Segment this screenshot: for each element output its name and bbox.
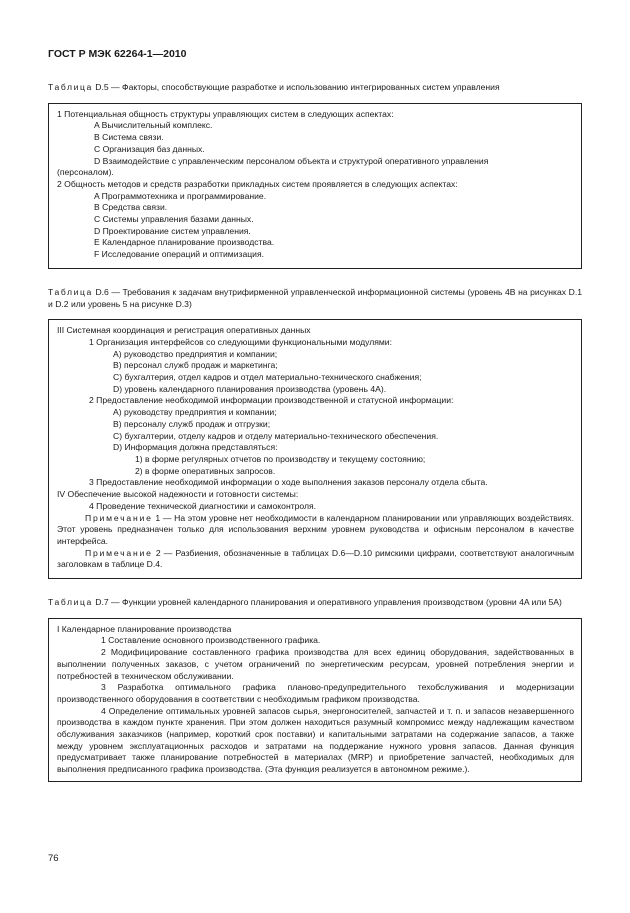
note-text: 1 — На этом уровне нет необходимости в календарном планировании или управляющих воздействиях. Этот уровень предназначен только для использования верхним уровнем руководства и офисным персоналом в качестве интерфейса. <box>57 512 574 546</box>
document-header: ГОСТ Р МЭК 62264-1—2010 <box>48 48 187 60</box>
d6-point-2: 2 Предоставление необходимой информации производственной и статусной информации: <box>89 395 454 406</box>
list-item: F Исследование операций и оптимизация. <box>94 249 264 260</box>
d5-item1-tail: (персоналом). <box>57 167 114 178</box>
list-item: D) Информация должна представляться: <box>113 442 278 453</box>
list-item: C) бухгалтерии, отделу кадров и отделу материально-технического обеспечения. <box>113 430 439 441</box>
list-item: D Проектирование систем управления. <box>94 225 251 236</box>
d6-point-1: 1 Организация интерфейсов со следующими функциональными модулями: <box>89 336 392 347</box>
caption-text: D.6 — Требования к задачам внутрифирменной управленческой информационной системы (уровень 4B на рисунках D.1 и D.2 или уровень 5 на рисунке D.3) <box>48 286 582 309</box>
list-item: C Организация баз данных. <box>94 143 205 154</box>
list-item: C Системы управления базами данных. <box>94 214 254 225</box>
list-subitem: 2) в форме оперативных запросов. <box>135 465 276 476</box>
d7-paragraph: 4 Определение оптимальных уровней запасов сырья, энергоносителей, запчастей и т. п. и запасов незавершенного производства в каждом пункте хранения. При этом должен находиться разумный компромисс между надлежащим качеством обслуживания заказчиков (например, короткий срок поставки) и капитальными затратами на содержание запасов, а также между уровнем эксплуатационных расходов и затратами на поддержание нужного уровня запасов. Данная функция предусматривает также планирование потребностей в материалах (MRP) и приобретение запчастей, необходимых для выполнения предписанного графика производства. (Эта функция реализуется в автономном режиме.). <box>57 705 574 775</box>
table-d5-caption <box>48 82 582 94</box>
d7-paragraph: 2 Модифицирование составленного графика производства для всех единиц оборудования, задействованных в выполнении полученных заказов, с учетом ограничений по энергетическим ресурсам, уровней потребления энергии и потребностей в техническом обслуживании. <box>57 647 574 681</box>
d7-paragraph: 3 Разработка оптимального графика планово-предупредительного техобслуживания и модернизации производственного оборудования в соответствии с необходимым графиком производства. <box>57 682 574 704</box>
list-item: E Календарное планирование производства. <box>94 237 275 248</box>
table-d6-caption <box>48 287 582 310</box>
caption-label: Таблица <box>48 286 93 297</box>
table-d7-caption <box>48 597 582 609</box>
list-item: B) персонал служб продаж и маркетинга; <box>113 360 278 371</box>
list-item: D Взаимодействие с управленческим персоналом объекта и структурой оперативного управления <box>94 155 489 166</box>
note-text: 2 — Разбиения, обозначенные в таблицах D.6—D.10 римскими цифрами, соответствуют аналогичным заголовкам в таблице D.4. <box>57 547 574 570</box>
d7-paragraph: 1 Составление основного производственного графика. <box>101 635 321 646</box>
note-label: Примечание <box>85 512 153 523</box>
list-item: A Программотехника и программирование. <box>94 190 267 201</box>
d6-note-1 <box>57 513 574 548</box>
d6-note-2 <box>57 548 574 571</box>
d6-section-3: III Системная координация и регистрация оперативных данных <box>57 325 311 336</box>
list-item: B) персоналу служб продаж и отгрузки; <box>113 418 271 429</box>
table-d6 <box>48 319 582 579</box>
caption-label: Таблица <box>48 82 93 92</box>
table-d5 <box>48 103 582 269</box>
list-item: A) руководству предприятия и компании; <box>113 407 277 418</box>
caption-label: Таблица <box>48 597 93 608</box>
list-item: D) уровень календарного планирования производства (уровень 4A). <box>113 383 387 394</box>
list-item: A) руководство предприятия и компании; <box>113 348 278 359</box>
list-item: B Средства связи. <box>94 202 168 213</box>
page-number: 76 <box>48 853 59 864</box>
note-label: Примечание <box>85 547 153 558</box>
table-d7 <box>48 618 582 782</box>
list-item: B Система связи. <box>94 132 164 143</box>
d5-item2-title: 2 Общность методов и средств разработки прикладных систем проявляется в следующих аспектах: <box>57 178 458 189</box>
d5-item1-title: 1 Потенциальная общность структуры управляющих систем в следующих аспектах: <box>57 108 394 119</box>
d7-section-1: I Календарное планирование производства <box>57 623 232 634</box>
d6-section-4: IV Обеспечение высокой надежности и готовности системы: <box>57 489 299 500</box>
d6-point-4: 4 Проведение технической диагностики и самоконтроля. <box>89 500 317 511</box>
d6-point-3: 3 Предоставление необходимой информации о ходе выполнения заказов персоналу отдела сбыта. <box>89 477 488 488</box>
caption-text: D.5 — Факторы, способствующие разработке и использованию интегрированных систем управления <box>92 82 500 92</box>
list-item: C) бухгалтерия, отдел кадров и отдел материально-технического снабжения; <box>113 372 422 383</box>
list-subitem: 1) в форме регулярных отчетов по производству и текущему состоянию; <box>135 453 426 464</box>
list-item: A Вычислительный комплекс. <box>94 120 213 131</box>
caption-text: D.7 — Функции уровней календарного планирования и оперативного управления производством (уровни 4A или 5A) <box>92 597 562 608</box>
